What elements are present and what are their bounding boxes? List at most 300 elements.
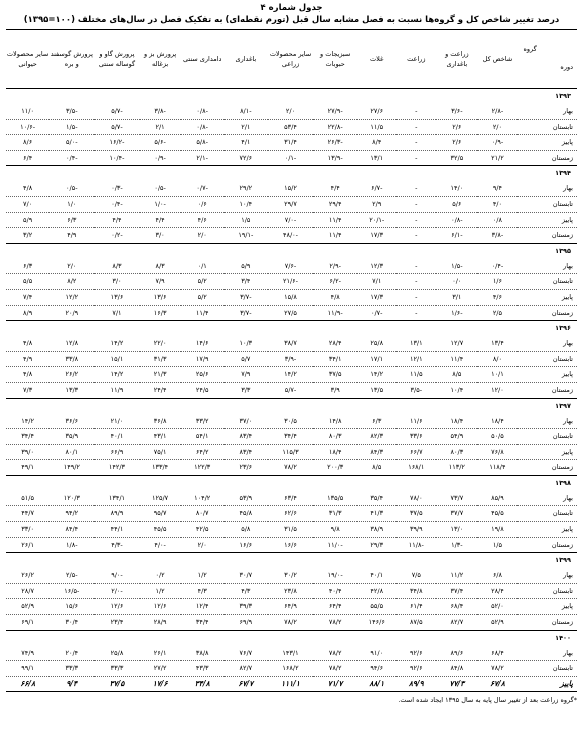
value-cell: ۱/۵	[224, 212, 268, 228]
value-cell: ۲۶/۱	[6, 537, 49, 553]
table-row	[6, 289, 577, 305]
value-cell: ۳۰/۷	[224, 568, 268, 583]
value-cell: ۲/۵	[477, 305, 517, 321]
value-cell: ۵۲/۹	[6, 599, 49, 615]
table-title: جدول شماره ۴	[260, 3, 323, 13]
value-cell: ۱۲/۳	[357, 259, 396, 274]
season-cell: بهار	[517, 568, 577, 583]
value-cell: ۴/۹	[49, 228, 94, 244]
season-cell: تابستان	[517, 351, 577, 367]
value-cell: ۴۱/۳	[357, 506, 396, 522]
value-cell: ۱۱۱/۱	[268, 676, 313, 692]
table-row	[6, 150, 577, 166]
value-cell: ۴/۸	[6, 367, 49, 383]
value-cell: ۳۳/۰	[6, 522, 49, 538]
value-cell: ۱۱/۴	[436, 351, 477, 367]
season-cell: تابستان	[517, 506, 577, 522]
value-cell: ۶۴/۲	[181, 444, 224, 460]
value-cell: ۸۰/۳	[313, 429, 357, 445]
value-cell: ۲/۶	[436, 135, 477, 151]
value-cell: ۳۵/۴	[357, 491, 396, 506]
year-label: ۱۳۹۷	[6, 398, 577, 414]
value-cell: ۶۳/۴	[268, 491, 313, 506]
value-cell: ۷۸/۰	[396, 491, 436, 506]
value-cell: ۳/۰	[140, 228, 181, 244]
value-cell: ۴۴/۷	[6, 506, 49, 522]
value-cell: ۱۳۳/۴	[140, 460, 181, 476]
value-cell: ۱۴/۶	[181, 336, 224, 351]
value-cell: ۳۴/۴	[181, 615, 224, 631]
value-cell: ۷۴/۹	[6, 646, 49, 661]
value-cell: ۱۳/۱	[357, 150, 396, 166]
year-label: ۱۳۹۶	[6, 321, 577, 337]
value-cell: ۷۸/۲	[268, 615, 313, 631]
value-cell: ۸۰/۳	[436, 444, 477, 460]
value-cell: ۳۲/۵	[436, 150, 477, 166]
value-cell: ۵/۷	[224, 351, 268, 367]
value-cell: -۲۱/۶	[268, 274, 313, 290]
value-cell: ۶/۳	[6, 259, 49, 274]
value-cell: ۲/۰	[181, 537, 224, 553]
season-cell: بهار	[517, 336, 577, 351]
value-cell: ۱۲/۸	[49, 336, 94, 351]
table-row	[6, 336, 577, 351]
value-cell: ۲۷/۵	[268, 305, 313, 321]
value-cell: ۷۷/۳	[436, 676, 477, 692]
season-cell: بهار	[517, 181, 577, 196]
season-cell: پاییز	[517, 212, 577, 228]
value-cell: ۱۲/۰	[477, 382, 517, 398]
table-row	[6, 491, 577, 506]
value-cell: ۹۴/۲	[49, 506, 94, 522]
value-cell: ۳۴/۱	[313, 351, 357, 367]
value-cell: ۵۵/۵	[357, 599, 396, 615]
value-cell: ۳/۱	[436, 289, 477, 305]
value-cell: ۲/۰	[477, 119, 517, 135]
value-cell: ۳۹/۹	[396, 522, 436, 538]
season-cell: پاییز	[517, 599, 577, 615]
value-cell: ۰/۱	[181, 259, 224, 274]
value-cell: ۶۹/۱	[6, 615, 49, 631]
value-cell: ۷۶/۷	[224, 646, 268, 661]
value-cell: ۳۳/۸	[49, 351, 94, 367]
table-row	[6, 414, 577, 429]
value-cell: ۳۷/۷	[436, 506, 477, 522]
value-cell: ۳/۳	[224, 382, 268, 398]
corner-col-label: گروه	[523, 45, 537, 53]
value-cell: -۱۶/۲	[94, 135, 139, 151]
value-cell: ۵/۸	[224, 522, 268, 538]
value-cell: ۱۲/۲	[49, 289, 94, 305]
value-cell: ۵۲/۹	[477, 615, 517, 631]
value-cell: ۵۲/۰	[477, 599, 517, 615]
value-cell: ۱۸/۴	[477, 414, 517, 429]
value-cell: ۳۳/۶	[396, 429, 436, 445]
value-cell: -۳/۵	[49, 104, 94, 119]
value-cell: ۲۱/۲	[477, 150, 517, 166]
value-cell: ۴/۰	[477, 196, 517, 212]
corner-header	[517, 30, 577, 89]
value-cell: -۱۶/۵	[49, 583, 94, 599]
table-row	[6, 135, 577, 151]
season-cell: پاییز	[517, 367, 577, 383]
value-cell: -	[396, 259, 436, 274]
value-cell: -۲/۰	[94, 583, 139, 599]
value-cell: ۴/۱	[224, 135, 268, 151]
value-cell: ۲۳/۶	[224, 460, 268, 476]
value-cell: -۲۷/۹	[313, 104, 357, 119]
value-cell: ۱۷/۳	[357, 228, 396, 244]
season-cell: بهار	[517, 491, 577, 506]
value-cell: ۷۱/۷	[313, 676, 357, 692]
value-cell: ۴/۹	[6, 351, 49, 367]
value-cell: ۲۴/۴	[140, 382, 181, 398]
value-cell: -۰/۵	[140, 181, 181, 196]
col-header: باغداری	[224, 30, 268, 89]
value-cell: ۳۰/۵	[268, 414, 313, 429]
value-cell: ۱۹/۸	[477, 522, 517, 538]
season-cell: زمستان	[517, 615, 577, 631]
value-cell: ۱۰/۴	[436, 382, 477, 398]
value-cell: ۷۸/۲	[313, 615, 357, 631]
value-cell: ۱۷/۳	[357, 289, 396, 305]
value-cell: ۳۴/۴	[268, 429, 313, 445]
value-cell: ۵۳/۴	[268, 119, 313, 135]
value-cell: ۳۴/۴	[6, 429, 49, 445]
value-cell: -۶/۷	[357, 181, 396, 196]
table-row	[6, 274, 577, 290]
value-cell: ۲۵/۸	[357, 336, 396, 351]
value-cell: ۸۸/۱	[357, 676, 396, 692]
year-row	[6, 166, 577, 182]
season-cell: تابستان	[517, 196, 577, 212]
value-cell: ۳/۰	[94, 274, 139, 290]
value-cell: ۱۱۸/۴	[477, 460, 517, 476]
value-cell: ۷/۱	[357, 274, 396, 290]
table-row	[6, 583, 577, 599]
value-cell: ۶۶/۷	[396, 444, 436, 460]
value-cell: ۸۲/۳	[357, 429, 396, 445]
value-cell: ۱۲۲/۳	[181, 460, 224, 476]
value-cell: ۲۳/۸	[268, 583, 313, 599]
value-cell: -۸/۱	[224, 104, 268, 119]
value-cell: ۵۱/۵	[6, 491, 49, 506]
value-cell: ۵۳/۹	[224, 491, 268, 506]
value-cell: -	[396, 305, 436, 321]
value-cell: ۱۶/۶	[268, 537, 313, 553]
value-cell: ۷/۹	[140, 274, 181, 290]
year-label: ۱۳۹۴	[6, 166, 577, 182]
col-header: سایر محصولات حیوانی	[6, 30, 49, 89]
value-cell: ۶/۸	[477, 568, 517, 583]
value-cell: ۵/۹	[224, 259, 268, 274]
value-cell: ۸۹/۶	[436, 646, 477, 661]
value-cell: -۲/۱	[181, 150, 224, 166]
value-cell: ۱۱/۹	[94, 382, 139, 398]
value-cell: ۶۲/۶	[268, 506, 313, 522]
value-cell: ۷/۱	[94, 305, 139, 321]
value-cell: ۳۶/۶	[49, 414, 94, 429]
value-cell: ۹/۴	[49, 676, 94, 692]
value-cell: -۹/۰	[94, 568, 139, 583]
value-cell: ۲۰/۴	[49, 646, 94, 661]
value-cell: ۱۳/۶	[94, 289, 139, 305]
value-cell: ۴/۶	[181, 212, 224, 228]
value-cell: ۲۰/۹	[49, 305, 94, 321]
table-row	[6, 506, 577, 522]
value-cell: -۰/۸	[436, 212, 477, 228]
value-cell: ۱۲/۷	[436, 336, 477, 351]
value-cell: ۵۴/۹	[436, 429, 477, 445]
value-cell: ۱۸/۴	[313, 444, 357, 460]
value-cell: ۷/۳	[6, 382, 49, 398]
table-row	[6, 104, 577, 119]
value-cell: ۳۷/۵	[396, 506, 436, 522]
value-cell: ۹/۸	[313, 522, 357, 538]
season-cell: پاییز	[517, 135, 577, 151]
value-cell: ۵/۹	[6, 212, 49, 228]
value-cell: ۲۱/۳	[140, 367, 181, 383]
value-cell: -۰/۴	[49, 150, 94, 166]
value-cell: ۲۹/۲	[224, 181, 268, 196]
value-cell: -۲۲/۸	[313, 119, 357, 135]
value-cell: ۳۳/۲	[181, 414, 224, 429]
value-cell: -۵/۷	[94, 119, 139, 135]
value-cell: ۵/۲	[181, 289, 224, 305]
value-cell: ۱۲/۶	[140, 599, 181, 615]
value-cell: ۵۴/۱	[181, 429, 224, 445]
value-cell: ۸۲/۷	[436, 615, 477, 631]
value-cell: ۱۱/۴	[313, 212, 357, 228]
value-cell: ۳۹/۰	[6, 444, 49, 460]
table-row	[6, 228, 577, 244]
table-row	[6, 305, 577, 321]
value-cell: ۶۶/۹	[94, 444, 139, 460]
value-cell: ۳۷/۵	[94, 676, 139, 692]
value-cell: ۱۲۰/۳	[49, 491, 94, 506]
col-header: دامداری سنتی	[181, 30, 224, 89]
value-cell: ۸/۳	[140, 259, 181, 274]
value-cell: ۶۸/۴	[436, 599, 477, 615]
value-cell: ۴/۴	[94, 212, 139, 228]
season-cell: بهار	[517, 259, 577, 274]
table-row	[6, 522, 577, 538]
value-cell: ۱۱/۲	[436, 568, 477, 583]
value-cell: ۱۴/۲	[6, 414, 49, 429]
value-cell: ۴۵/۸	[224, 506, 268, 522]
value-cell: -۰/۹	[477, 135, 517, 151]
value-cell: ۲۶/۲	[6, 568, 49, 583]
value-cell: ۲۹/۴	[313, 196, 357, 212]
value-cell: ۴۴/۱	[94, 522, 139, 538]
value-cell: -	[396, 104, 436, 119]
value-cell: -۷/۶	[268, 259, 313, 274]
value-cell: ۶۹/۹	[224, 615, 268, 631]
value-cell: ۶/۳	[49, 212, 94, 228]
value-cell: -۱/۵	[49, 119, 94, 135]
value-cell: ۱۵/۸	[268, 289, 313, 305]
value-cell: -۵/۰	[49, 135, 94, 151]
value-cell: ۸/۲	[49, 274, 94, 290]
value-cell: ۰/۶	[181, 196, 224, 212]
value-cell: ۱/۵	[477, 537, 517, 553]
value-cell: ۱۴/۸	[313, 414, 357, 429]
value-cell: ۳۸/۹	[357, 522, 396, 538]
value-cell: ۱۲/۴	[181, 599, 224, 615]
value-cell: ۱۶/۶	[224, 537, 268, 553]
season-cell: تابستان	[517, 583, 577, 599]
value-cell: ۷۸/۲	[477, 661, 517, 677]
table-row	[6, 119, 577, 135]
header-row	[6, 30, 577, 89]
value-cell: -۱۱/۹	[313, 305, 357, 321]
value-cell: ۲۴/۵	[181, 382, 224, 398]
year-row	[6, 89, 577, 105]
value-cell: ۶۴/۹	[268, 599, 313, 615]
season-cell: تابستان	[517, 661, 577, 677]
value-cell: ۳/۲	[6, 228, 49, 244]
value-cell: ۸۰/۱	[49, 444, 94, 460]
value-cell: ۸۰/۷	[181, 506, 224, 522]
table-body	[6, 89, 577, 692]
value-cell: ۷۶/۸	[477, 444, 517, 460]
value-cell: ۱۱/۰	[6, 104, 49, 119]
value-cell: ۱۴/۰	[436, 181, 477, 196]
value-cell: ۷/۰	[6, 196, 49, 212]
footnote: *گروه زراعت بعد از تغییر سال پایه به سال ۱۳۹۵ ایجاد شده است.	[398, 696, 577, 705]
col-header: پرورش بز و بزغاله	[140, 30, 181, 89]
value-cell: ۸۳/۴	[224, 429, 268, 445]
season-cell: پاییز	[517, 676, 577, 692]
table-row	[6, 537, 577, 553]
value-cell: ۰/۲	[140, 568, 181, 583]
value-cell: ۸۴/۴	[49, 522, 94, 538]
year-row	[6, 475, 577, 491]
season-cell: بهار	[517, 104, 577, 119]
value-cell: ۲۸/۷	[6, 583, 49, 599]
value-cell: ۱۲/۶	[94, 599, 139, 615]
year-label: ۱۳۹۳	[555, 92, 571, 100]
value-cell: -	[396, 150, 436, 166]
value-cell: -۵/۶	[140, 135, 181, 151]
value-cell: ۶۱/۴	[396, 599, 436, 615]
value-cell: -۰/۲	[94, 228, 139, 244]
value-cell: ۱۱/۵	[357, 119, 396, 135]
value-cell: ۷۸/۲	[313, 661, 357, 677]
value-cell: -۰/۵	[49, 181, 94, 196]
value-cell: ۱۴/۲	[94, 367, 139, 383]
value-cell: ۵/۶	[436, 196, 477, 212]
value-cell: ۹۵/۷	[140, 506, 181, 522]
value-cell: ۴۹/۱	[6, 460, 49, 476]
table-row	[6, 460, 577, 476]
value-cell: -۱۳/۹	[313, 150, 357, 166]
value-cell: ۶۷/۸	[477, 676, 517, 692]
value-cell: ۱۷/۶	[140, 676, 181, 692]
season-cell: تابستان	[517, 119, 577, 135]
value-cell: ۴/۳	[224, 583, 268, 599]
value-cell: ۳۷/۰	[224, 414, 268, 429]
value-cell: ۱۴/۲	[357, 367, 396, 383]
value-cell: ۶/۴	[6, 150, 49, 166]
value-cell: ۳۱/۵	[268, 522, 313, 538]
value-cell: ۷۸/۲	[268, 460, 313, 476]
value-cell: ۳۰/۴	[49, 615, 94, 631]
value-cell: ۷۳/۷	[436, 491, 477, 506]
value-cell: ۳۸/۷	[268, 336, 313, 351]
value-cell: ۶۶/۸	[6, 676, 49, 692]
value-cell: -۳/۹	[268, 351, 313, 367]
value-cell: ۹/۴	[477, 181, 517, 196]
year-row	[6, 398, 577, 414]
value-cell: -۴/۰	[140, 537, 181, 553]
value-cell: ۳۱/۴	[268, 135, 313, 151]
value-cell: -۰/۴	[477, 259, 517, 274]
table-row	[6, 212, 577, 228]
value-cell: ۱۰۴/۲	[181, 491, 224, 506]
value-cell: -۲/۵	[49, 568, 94, 583]
season-cell: زمستان	[517, 382, 577, 398]
value-cell: ۴۵/۵	[140, 522, 181, 538]
value-cell: ۲۶/۱	[140, 646, 181, 661]
value-cell: ۸۹/۹	[94, 506, 139, 522]
value-cell: ۱۷/۱	[357, 351, 396, 367]
value-cell: ۱۱۳/۲	[436, 460, 477, 476]
value-cell: ۲۸/۹	[140, 615, 181, 631]
value-cell: ۱۳/۶	[140, 289, 181, 305]
year-label: ۱۳۹۵	[6, 243, 577, 259]
season-cell: پاییز	[517, 444, 577, 460]
value-cell: -۱/۳	[436, 537, 477, 553]
value-cell: -۰/۹	[140, 150, 181, 166]
value-cell: ۵/۵	[6, 274, 49, 290]
value-cell: ۱۰/۱	[477, 367, 517, 383]
col-header: پرورش گاو و گوساله سنتی	[94, 30, 139, 89]
value-cell: ۷/۹	[224, 367, 268, 383]
value-cell: -۲۰/۱	[357, 212, 396, 228]
value-cell: ۲/۹	[357, 196, 396, 212]
value-cell: ۸۵/۹	[477, 491, 517, 506]
value-cell: ۱۴۲/۳	[94, 460, 139, 476]
value-cell: -	[396, 181, 436, 196]
value-cell: ۱/۶	[477, 274, 517, 290]
value-cell: -۶/۱	[436, 228, 477, 244]
value-cell: ۳۰/۲	[268, 568, 313, 583]
value-cell: -۱۰/۶	[6, 119, 49, 135]
value-cell: ۲۵/۸	[94, 646, 139, 661]
value-cell: ۱۰/۴	[224, 196, 268, 212]
value-cell: ۱۲۵/۷	[140, 491, 181, 506]
value-cell: ۲۷/۶	[357, 104, 396, 119]
value-cell: -۱/۸	[49, 537, 94, 553]
value-cell: -۵/۸	[181, 135, 224, 151]
value-cell: ۱۴/۲	[94, 336, 139, 351]
value-cell: ۲۲/۰	[140, 336, 181, 351]
value-cell: ۱۵/۶	[49, 599, 94, 615]
year-row	[6, 243, 577, 259]
value-cell: ۸/۹	[6, 305, 49, 321]
value-cell: ۶۷/۷	[224, 676, 268, 692]
value-cell: ۹۲/۶	[396, 661, 436, 677]
value-cell: -۴/۳	[94, 537, 139, 553]
value-cell: ۸۴/۸	[436, 661, 477, 677]
value-cell: ۶/۳	[357, 414, 396, 429]
table-row	[6, 181, 577, 196]
value-cell: ۲/۱	[224, 119, 268, 135]
table-row	[6, 568, 577, 583]
value-cell: -۵/۷	[94, 104, 139, 119]
value-cell: ۱۴۳/۱	[268, 646, 313, 661]
